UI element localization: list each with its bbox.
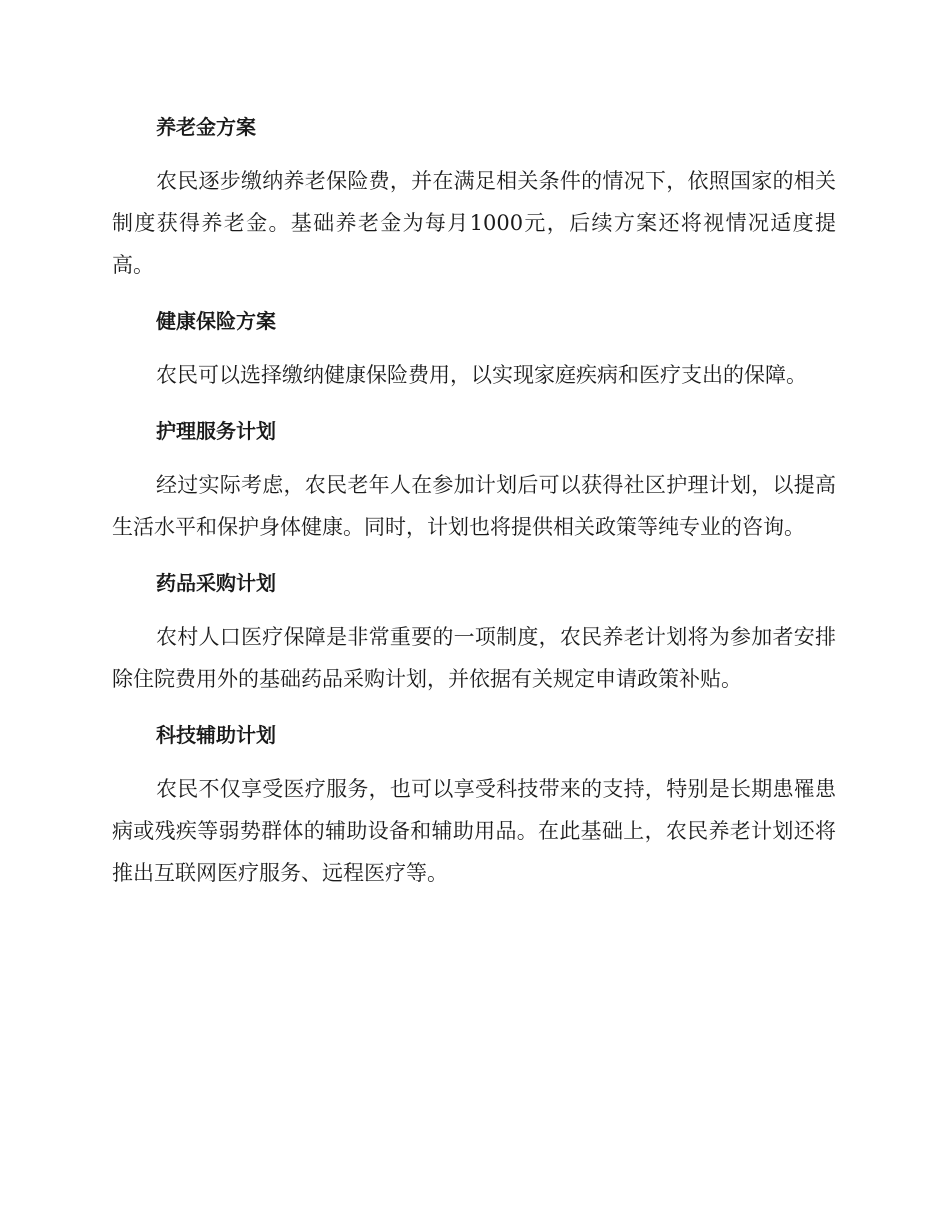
section-tech-assistance <box>112 718 836 894</box>
section-heading: 养老金方案 <box>156 115 256 139</box>
section-pension <box>112 110 836 286</box>
section-body: 农民不仅享受医疗服务，也可以享受科技带来的支持，特别是长期患罹患病或残疾等弱势群体的辅助设备和辅助用品。在此基础上，农民养老计划还将推出互联网医疗服务、远程医疗等。 <box>112 777 836 885</box>
section-heading: 药品采购计划 <box>156 571 276 595</box>
section-body: 农民逐步缴纳养老保险费，并在满足相关条件的情况下，依照国家的相关制度获得养老金。基础养老金为每月1000元，后续方案还将视情况适度提高。 <box>112 169 836 277</box>
section-drug-procurement <box>112 566 836 700</box>
section-nursing-service <box>112 414 836 548</box>
document-content <box>112 110 836 894</box>
section-heading: 科技辅助计划 <box>156 723 276 747</box>
section-heading: 护理服务计划 <box>156 419 276 443</box>
section-health-insurance <box>112 304 836 396</box>
section-body: 农民可以选择缴纳健康保险费用，以实现家庭疾病和医疗支出的保障。 <box>156 363 807 387</box>
section-heading: 健康保险方案 <box>156 309 276 333</box>
section-body: 农村人口医疗保障是非常重要的一项制度，农民养老计划将为参加者安排除住院费用外的基础药品采购计划，并依据有关规定申请政策补贴。 <box>112 625 836 691</box>
section-body: 经过实际考虑，农民老年人在参加计划后可以获得社区护理计划，以提高生活水平和保护身体健康。同时，计划也将提供相关政策等纯专业的咨询。 <box>112 473 836 539</box>
